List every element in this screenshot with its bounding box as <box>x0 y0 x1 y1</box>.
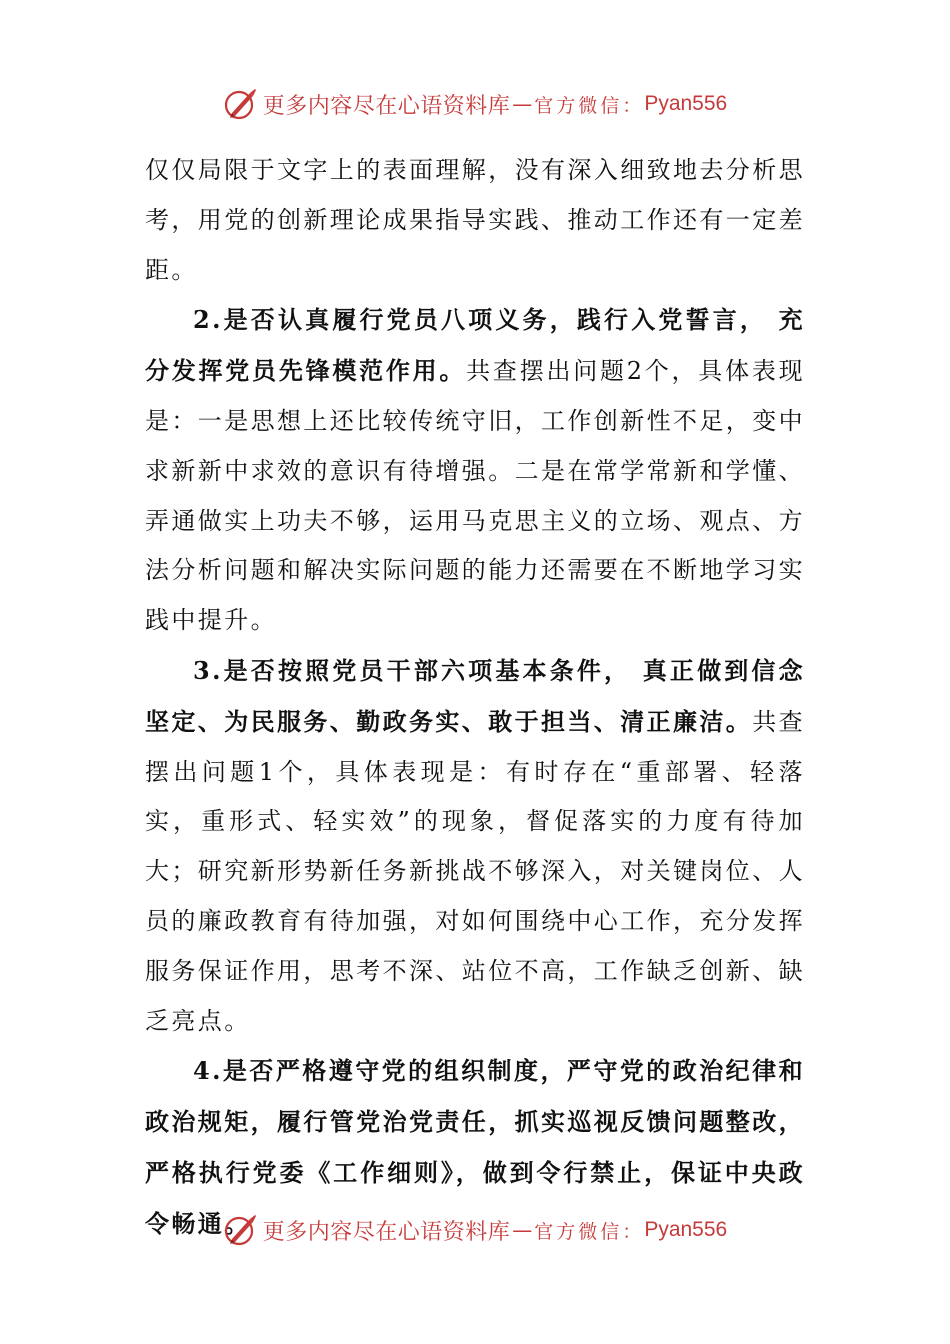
paragraph-item-2 <box>145 295 805 646</box>
paragraph-heading: 2.是否认真履行党员八项义务，践行入党誓言， 充分发挥党员先锋模范作用。 <box>145 305 805 386</box>
watermark-brand: 更多内容尽在心语资料库 <box>262 93 511 119</box>
watermark-separator: — <box>512 92 533 116</box>
footer-watermark <box>0 1208 950 1252</box>
watermark-label: 官方微信： <box>534 94 645 117</box>
watermark-separator: — <box>512 1218 533 1242</box>
paragraph-body: 仅仅局限于文字上的表面理解，没有深入细致地去分析思考，用党的创新理论成果指导实践、推动工作还有一定差距。 <box>145 156 805 284</box>
paragraph-heading: 3.是否按照党员干部六项基本条件， 真正做到信念坚定、为民服务、勤政务实、敢于担当、清正廉洁。 <box>145 655 805 736</box>
watermark-wechat-id: Pyan556 <box>644 1218 728 1241</box>
paragraph-body: 共查摆出问题1个，具体表现是：有时存在“重部署、轻落实，重形式、轻实效”的现象，督促落实的力度有待加大；研究新形势新任务新挑战不够深入，对关键岗位、人员的廉政教育有待加强，对如何围绕中心工作，充分发挥服务保证作用，思考不深、站位不高，工作缺乏创新、缺乏亮点。 <box>145 707 806 1035</box>
paragraph-body: 共查摆出问题2个，具体表现是：一是思想上还比较传统守旧，工作创新性不足，变中求新新中求效的意识有待增强。二是在常学常新和学懂、弄通做实上功夫不够，运用马克思主义的立场、观点、方法分析问题和解决实际问题的能力还需要在不断地学习实践中提升。 <box>145 357 805 635</box>
watermark-wechat-id: Pyan556 <box>644 92 728 115</box>
pen-quill-logo-icon <box>223 1212 259 1248</box>
paragraph-continuation <box>145 146 805 295</box>
paragraph-heading: 4.是否严格遵守党的组织制度，严守党的政治纪律和政治规矩，履行管党治党责任，抓实巡视反馈问题整改，严格执行党委《工作细则》，做到令行禁止，保证中央政令畅通。 <box>145 1056 805 1238</box>
watermark-brand: 更多内容尽在心语资料库 <box>262 1219 511 1245</box>
watermark-label: 官方微信： <box>534 1220 645 1243</box>
document-body <box>145 146 805 1250</box>
paragraph-item-3 <box>145 646 805 1046</box>
pen-quill-logo-icon <box>223 86 259 122</box>
header-watermark <box>0 82 950 126</box>
